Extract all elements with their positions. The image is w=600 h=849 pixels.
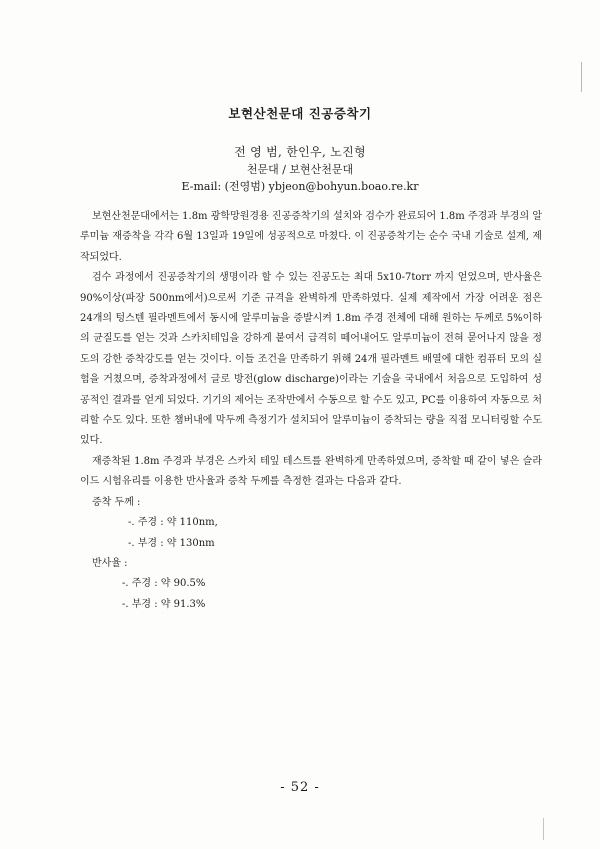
paragraph-intro: 보현산천문대에서는 1.8m 광학망원경용 진공증착기의 설치와 검수가 완료되어 1.8m 주경과 부경의 알루미늄 재증착을 각각 6월 13일과 19일에 성공적으로 마쳤다. 이 진공증착기는 순수 국내 기술로 설계, 제작되었다. bbox=[80, 211, 542, 263]
scan-artifact-line bbox=[543, 818, 544, 840]
contact-email: E-mail: (전영범) ybjeon@bohyun.boao.re.kr bbox=[181, 180, 419, 193]
thickness-label: 증착 두께 : bbox=[92, 496, 141, 508]
paragraph-results: 재증착된 1.8m 주경과 부경은 스카치 테잎 테스트를 완벽하게 만족하였으며, 증착할 때 같이 넣은 슬라이드 시험유리를 이용한 반사율과 증착 두께를 측정한 결과는 다음과 같다. bbox=[80, 455, 542, 488]
thickness-secondary: -. 부경 : 약 130nm bbox=[128, 537, 215, 549]
document-title: 보현산천문대 진공증착기 bbox=[228, 106, 372, 121]
body-text bbox=[80, 207, 542, 615]
reflectance-label: 반사율 : bbox=[92, 557, 128, 569]
scan-artifact-line bbox=[581, 62, 582, 92]
affiliation: 천문대 / 보현산천문대 bbox=[246, 163, 354, 176]
thickness-primary: -. 주경 : 약 110nm, bbox=[128, 517, 218, 529]
paragraph-inspection: 검수 과정에서 진공증착기의 생명이라 할 수 있는 진공도는 최대 5x10-7torr 까지 얻었으며, 반사율은 90%이상(파장 500nm에서)으로써 기준 규격을 완벽하게 만족하였다. 실제 제작에서 가장 어려운 점은 24개의 텅스텐 필라멘트에서 동시에 알루미늄을 증발시켜 1.8m 주경 전체에 대해 원하는 두께로 5%이하의 균질도를 얻는 것과 스카치테입을 강하게 붙여서 급격히 떼어내어도 알루미늄이 전혀 묻어나지 않을 정도의 강한 증착강도를 얻는 것이다. 이들 조건을 만족하기 위해 24개 필라멘트 배열에 대한 컴퓨터 모의 실험을 거쳤으며, 증착과정에서 글로 방전(glow discharge)이라는 기술을 국내에서 처음으로 도입하여 성공적인 결과를 얻게 되었다. 기기의 제어는 조작반에서 수동으로 할 수도 있고, PC를 이용하여 자동으로 처리할 수도 있다. 또한 챔버내에 막두께 측정기가 설치되어 알루미늄이 증착되는 량을 직접 모니터링할 수도 있다. bbox=[80, 272, 542, 447]
reflectance-secondary: -. 부경 : 약 91.3% bbox=[122, 598, 206, 610]
author-list: 전 영 범, 한인우, 노진형 bbox=[234, 145, 366, 159]
page-number: - 52 - bbox=[280, 780, 320, 795]
reflectance-primary: -. 주경 : 약 90.5% bbox=[122, 578, 206, 590]
